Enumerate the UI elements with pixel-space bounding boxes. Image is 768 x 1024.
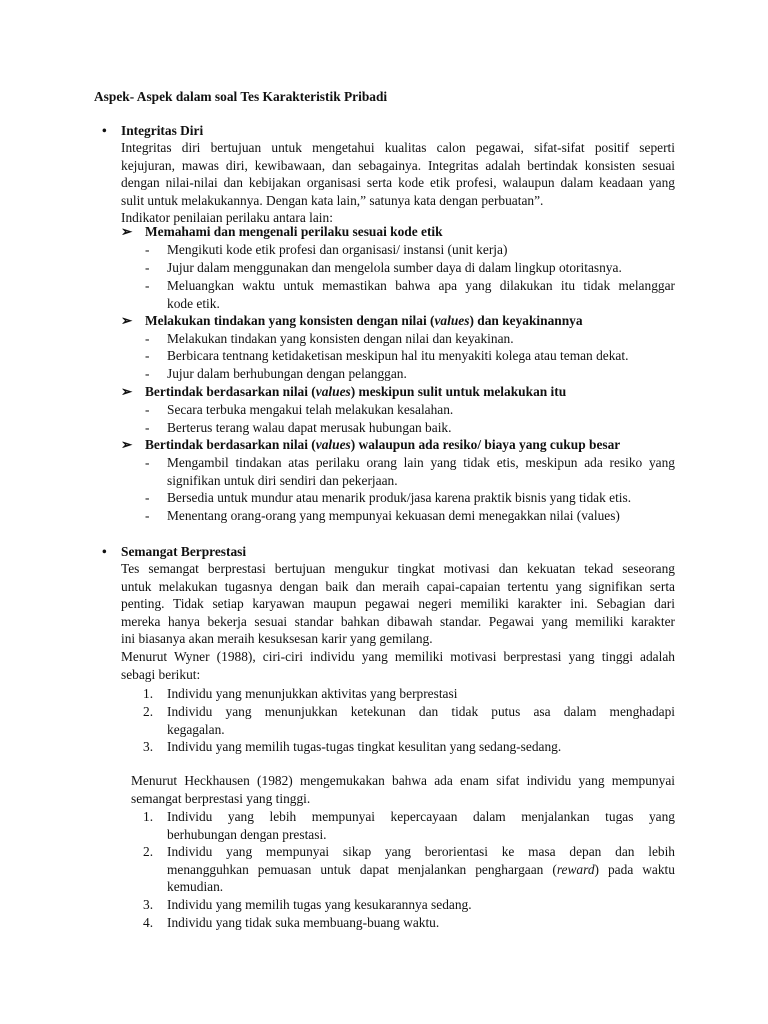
- list-item: - Meluangkan waktu untuk memastikan bahwa apa yang dilakukan itu tidak melanggar kode etik.: [145, 278, 675, 311]
- list-item: - Mengikuti kode etik profesi dan organisasi/ instansi (unit kerja): [145, 242, 508, 257]
- numbered-item: 2. Individu yang menunjukkan ketekunan dan tidak putus asa dalam menghadapi kegagalan.: [143, 704, 675, 737]
- section-heading-integritas: [102, 122, 203, 140]
- semangat-paragraph: [121, 560, 675, 683]
- subheading-konsisten-nilai: ➢ Melakukan tindakan yang konsisten dengan nilai (values) dan keyakinannya: [121, 313, 583, 328]
- numbered-item: 2. Individu yang mempunyai sikap yang berorientasi ke masa depan dan lebih menangguhkan pemuasan untuk dapat menjalankan penghargaan (reward) pada waktu kemudian.: [143, 844, 675, 895]
- list-item: - Berterus terang walau dapat merusak hubungan baik.: [145, 420, 452, 435]
- section-heading-semangat: [102, 543, 246, 561]
- list-item: - Bersedia untuk mundur atau menarik produk/jasa karena praktik bisnis yang tidak etis.: [145, 490, 632, 505]
- paragraph-line: dengan nilai-nilai dan kebijakan organisasi serta kode etik profesi, walaupun dalam keadaan yang: [121, 175, 675, 191]
- paragraph-line: Integritas diri bertujuan untuk mengetahui kualitas calon pegawai, sifat-sifat positif seperti: [121, 140, 675, 155]
- section-heading-text: Integritas Diri: [121, 123, 204, 138]
- subheading-kode-etik: ➢ Memahami dan mengenali perilaku sesuai kode etik: [121, 224, 443, 239]
- paragraph-line: sebagi berikut:: [121, 666, 201, 682]
- section-heading-text: Semangat Berprestasi: [121, 544, 247, 559]
- paragraph-line: ini biasanya akan meraih kesuksesan karir yang gemilang.: [121, 631, 433, 647]
- numbered-item: 3. Individu yang memilih tugas-tugas tingkat kesulitan yang sedang-sedang.: [143, 739, 562, 754]
- paragraph-line: semangat berprestasi yang tinggi.: [131, 790, 311, 806]
- paragraph-line: Tes semangat berprestasi bertujuan mengukur tingkat motivasi dan kekuatan tekad seseorang: [121, 561, 675, 576]
- subheading-ada-resiko: ➢ Bertindak berdasarkan nilai (values) walaupun ada resiko/ biaya yang cukup besar: [121, 437, 621, 452]
- subheading-meskipun-sulit: ➢ Bertindak berdasarkan nilai (values) meskipun sulit untuk melakukan itu: [121, 384, 567, 399]
- heckhausen-paragraph: [131, 772, 675, 807]
- bullet-marker: •: [102, 544, 107, 559]
- paragraph-line: sulit untuk melakukannya. Dengan kata lain,” satunya kata dengan perbuatan”.: [121, 192, 544, 208]
- numbered-item: 1. Individu yang lebih mempunyai kepercayaan dalam menjalankan tugas yang berhubungan dengan prestasi.: [143, 809, 675, 842]
- paragraph-line: untuk melakukan tugasnya dengan baik dan meraih capai-capaian tertentu yang signifikan serta: [121, 578, 675, 594]
- list-item: - Menentang orang-orang yang mempunyai kekuasan demi menegakkan nilai (values): [145, 508, 620, 523]
- numbered-item: 1. Individu yang menunjukkan aktivitas yang berprestasi: [143, 686, 458, 701]
- paragraph-line: kejujuran, mawas diri, kewibawaan, dan sebagainya. Integritas adalah bertindak konsisten sesuai: [121, 157, 675, 173]
- arrow-bullet-icon: ➢: [121, 224, 133, 239]
- list-item: - Melakukan tindakan yang konsisten dengan nilai dan keyakinan.: [145, 331, 514, 346]
- arrow-bullet-icon: ➢: [121, 437, 133, 452]
- document-title: Aspek- Aspek dalam soal Tes Karakteristik Pribadi: [94, 89, 388, 104]
- list-item: - Jujur dalam berhubungan dengan pelanggan.: [145, 366, 407, 381]
- bullet-marker: •: [102, 123, 107, 138]
- list-item: - Mengambil tindakan atas perilaku orang lain yang tidak etis, meskipun ada resiko yang signifikan untuk diri sendiri dan pekerjaan.: [145, 455, 675, 488]
- numbered-item: 3. Individu yang memilih tugas yang kesukarannya sedang.: [143, 897, 472, 912]
- arrow-bullet-icon: ➢: [121, 384, 133, 399]
- paragraph-line: penting. Tidak setiap karyawan maupun pegawai negeri memiliki karakter ini. Sebagian dari: [121, 596, 675, 612]
- list-item: - Secara terbuka mengakui telah melakukan kesalahan.: [145, 402, 454, 417]
- numbered-item: 4. Individu yang tidak suka membuang-buang waktu.: [143, 915, 440, 930]
- paragraph-line: mereka hanya bekerja sesuai standar bahkan dibawah standar. Pegawai yang memiliki karakter: [121, 613, 675, 629]
- paragraph-line: Menurut Wyner (1988), ciri-ciri individu yang memiliki motivasi berprestasi yang tinggi adalah: [121, 648, 675, 664]
- paragraph-line: Menurut Heckhausen (1982) mengemukakan bahwa ada enam sifat individu yang mempunyai: [131, 773, 675, 788]
- list-item: - Jujur dalam menggunakan dan mengelola sumber daya di dalam lingkup otoritasnya.: [145, 260, 622, 275]
- indikator-line: Indikator penilaian perilaku antara lain:: [121, 210, 333, 226]
- integritas-paragraph: [121, 139, 675, 227]
- arrow-bullet-icon: ➢: [121, 313, 133, 328]
- list-item: - Berbicara tentnang ketidaketisan meskipun hal itu menyakiti kolega atau teman dekat.: [145, 348, 629, 363]
